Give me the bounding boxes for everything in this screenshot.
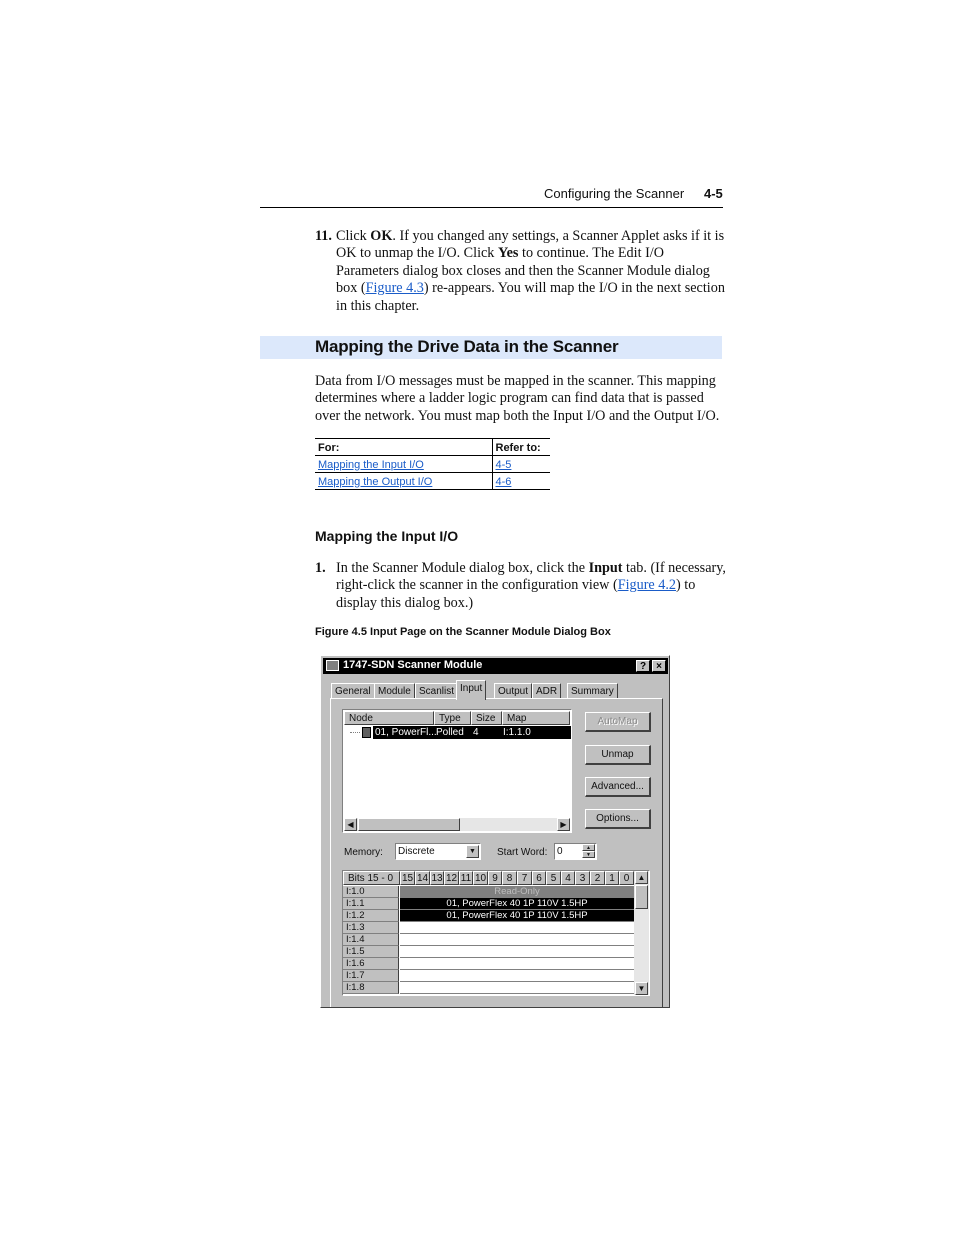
- table-row: [315, 473, 550, 490]
- column-node[interactable]: Node: [344, 711, 434, 725]
- scanner-module-dialog: [320, 655, 670, 1008]
- help-button[interactable]: ?: [636, 660, 650, 672]
- unmap-button[interactable]: Unmap: [585, 745, 651, 765]
- bit-header: 8: [502, 871, 517, 885]
- word-label: I:1.5: [343, 946, 399, 958]
- bit-header: 15: [401, 873, 414, 884]
- mapping-output-link[interactable]: Mapping the Output I/O: [318, 475, 433, 488]
- running-title: Configuring the Scanner: [544, 186, 685, 201]
- list-item[interactable]: [373, 726, 571, 739]
- text-line: over the network. You must map both the Input I/O and the Output I/O.: [315, 407, 720, 424]
- bit-header: 4: [561, 871, 575, 885]
- grid-row-read-only[interactable]: Read-Only: [400, 886, 634, 898]
- column-size[interactable]: Size: [471, 711, 502, 725]
- intro-paragraph: [315, 373, 725, 425]
- bit-header: 10: [474, 873, 487, 884]
- yes-emphasis: Yes: [497, 245, 519, 262]
- vertical-scrollbar[interactable]: [634, 871, 649, 995]
- text-run: In the Scanner Module dialog box, click the: [336, 560, 589, 576]
- grid-row-empty[interactable]: [400, 982, 634, 994]
- table-cell: [492, 456, 550, 473]
- page-number: 4-5: [704, 186, 723, 201]
- scroll-left-icon[interactable]: ◀: [344, 818, 357, 831]
- close-button[interactable]: ×: [652, 660, 666, 672]
- bit-header: 9: [488, 871, 502, 885]
- word-label: I:1.7: [343, 970, 399, 982]
- grid-row-empty[interactable]: [400, 922, 634, 934]
- grid-row-mapped[interactable]: 01, PowerFlex 40 1P 110V 1.5HP: [400, 910, 634, 922]
- bit-header: 0: [619, 871, 634, 885]
- word-label: I:1.4: [343, 934, 399, 946]
- word-label: I:1.1: [343, 898, 399, 910]
- text-run: tab. (If necessary,: [622, 560, 726, 576]
- mapping-input-link[interactable]: Mapping the Input I/O: [318, 458, 424, 471]
- options-button[interactable]: Options...: [585, 809, 651, 829]
- grid-row-empty[interactable]: [400, 934, 634, 946]
- table-header-row: [315, 439, 550, 456]
- step11-text: [336, 228, 726, 315]
- column-map[interactable]: Map: [502, 711, 570, 725]
- text-run: right-click the scanner in the configuration view (: [336, 577, 618, 594]
- start-word-stepper[interactable]: [554, 843, 597, 860]
- text-run: ) re-appears. You will map the I/O in the next section: [423, 280, 725, 297]
- grid-row-empty[interactable]: [400, 946, 634, 958]
- network-app-icon: [326, 660, 339, 671]
- bit-header: 5: [546, 871, 561, 885]
- tab-adr[interactable]: ADR: [532, 683, 561, 699]
- text-run: ) to: [676, 577, 696, 594]
- memory-select[interactable]: [395, 843, 481, 860]
- text-line: Parameters dialog box closes and then the Scanner Module dialog: [336, 262, 710, 279]
- dialog-titlebar[interactable]: [323, 658, 668, 674]
- tab-general[interactable]: General: [331, 683, 375, 699]
- text-run: OK to unmap the I/O. Click: [336, 245, 498, 262]
- table-cell: [492, 473, 550, 490]
- bit-header: 7: [517, 871, 532, 885]
- header-for: For:: [315, 439, 492, 456]
- dialog-title: 1747-SDN Scanner Module: [343, 659, 483, 671]
- text-line: Data from I/O messages must be mapped in the scanner. This mapping: [315, 373, 716, 389]
- memory-label: Memory:: [344, 847, 383, 858]
- map-cell: I:1.1.0: [503, 727, 531, 738]
- ok-emphasis: OK: [370, 228, 393, 244]
- start-word-value: 0: [557, 846, 563, 857]
- text-line: display this dialog box.): [336, 594, 474, 611]
- bit-header: 14: [416, 873, 429, 884]
- input-emphasis: Input: [588, 560, 623, 576]
- text-line: determines where a ladder logic program can find data that is passed: [315, 390, 704, 407]
- word-label: I:1.8: [343, 982, 399, 994]
- bit-header: 11: [460, 873, 472, 884]
- text-run: . If you changed any settings, a Scanner Applet asks if it is: [392, 228, 725, 244]
- bit-header: 13: [431, 873, 443, 884]
- section-title: Mapping the Drive Data in the Scanner: [315, 337, 619, 356]
- step-number: 1.: [315, 560, 326, 576]
- table-row: [315, 456, 550, 473]
- figure-caption: Figure 4.5 Input Page on the Scanner Module Dialog Box: [315, 626, 611, 638]
- text-run: box (: [336, 280, 366, 297]
- grid-row-empty[interactable]: [400, 958, 634, 970]
- tab-scanlist[interactable]: Scanlist: [415, 683, 458, 699]
- drive-icon: [362, 727, 371, 738]
- size-cell: 4: [473, 727, 479, 738]
- bit-header: 1: [605, 871, 619, 885]
- scroll-right-icon[interactable]: ▶: [557, 818, 570, 831]
- text-run: Click: [336, 228, 371, 244]
- word-label: I:1.2: [343, 910, 399, 922]
- tab-summary[interactable]: Summary: [567, 683, 618, 699]
- spin-down-icon[interactable]: ▼: [582, 851, 595, 858]
- advanced-button[interactable]: Advanced...: [585, 777, 651, 797]
- bit-header: 3: [575, 871, 590, 885]
- start-word-label: Start Word:: [497, 847, 548, 858]
- bit-header: 6: [532, 871, 546, 885]
- scroll-thumb[interactable]: [358, 818, 460, 831]
- step-number: 11.: [315, 228, 332, 244]
- bit-header: 12: [445, 873, 458, 884]
- subsection-title: Mapping the Input I/O: [315, 528, 459, 544]
- tab-input[interactable]: Input: [456, 680, 486, 700]
- grid-row-empty[interactable]: [400, 970, 634, 982]
- grid-row-mapped[interactable]: 01, PowerFlex 40 1P 110V 1.5HP: [400, 898, 634, 910]
- memory-value: Discrete: [398, 846, 435, 857]
- word-label: I:1.3: [343, 922, 399, 934]
- text-line: in this chapter.: [336, 297, 420, 314]
- type-cell: Polled: [436, 727, 464, 738]
- device-list[interactable]: [342, 709, 572, 833]
- node-cell: 01, PowerFl...: [375, 727, 437, 738]
- column-type[interactable]: Type: [434, 711, 471, 725]
- step1-text: [336, 560, 726, 612]
- scroll-thumb[interactable]: [635, 885, 648, 909]
- table-cell: [315, 473, 492, 490]
- chevron-down-icon[interactable]: ▼: [466, 845, 479, 858]
- bit-header: 2: [590, 871, 605, 885]
- reference-table: [315, 438, 550, 490]
- automap-button[interactable]: AutoMap: [585, 712, 651, 732]
- header-refer-to: Refer to:: [492, 439, 550, 456]
- figure-4-3-link[interactable]: Figure 4.3: [365, 280, 424, 297]
- bit-map-grid[interactable]: [342, 870, 650, 996]
- scroll-down-icon[interactable]: ▼: [635, 982, 648, 995]
- tree-connector: [350, 732, 360, 733]
- spin-up-icon[interactable]: ▲: [582, 844, 595, 851]
- header-rule: [260, 207, 723, 208]
- figure-4-2-link[interactable]: Figure 4.2: [617, 577, 677, 594]
- table-cell: [315, 456, 492, 473]
- page-link[interactable]: 4-5: [495, 458, 512, 471]
- tab-output[interactable]: Output: [494, 683, 532, 699]
- scroll-up-icon[interactable]: ▲: [635, 871, 648, 884]
- horizontal-scrollbar[interactable]: [344, 818, 570, 831]
- text-run: to continue. The Edit I/O: [518, 245, 664, 262]
- word-label: I:1.0: [343, 886, 399, 898]
- word-label: I:1.6: [343, 958, 399, 970]
- tab-module[interactable]: Module: [374, 683, 415, 699]
- page-link[interactable]: 4-6: [495, 475, 512, 488]
- grid-corner-header: Bits 15 - 0: [343, 871, 400, 885]
